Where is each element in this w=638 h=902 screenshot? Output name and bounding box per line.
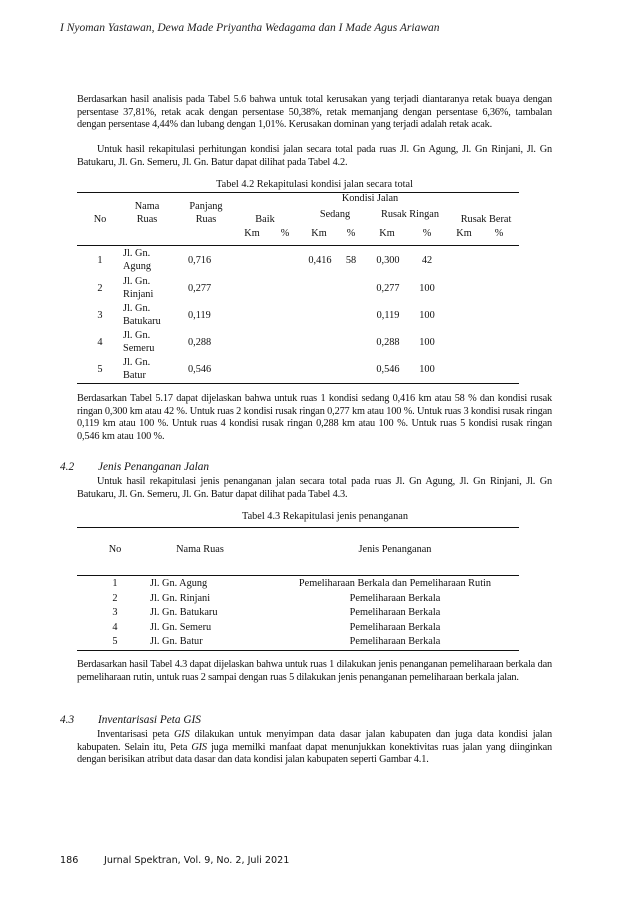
paragraph-table43-explanation: Berdasarkan hasil Tabel 4.3 dapat dijelaskan bahwa untuk ruas 1 dilakukan jenis penanganan pemeliharaan berkala dan pemeliharaan rutin, untuk ruas 2 sampai dengan ruas 5 dilakukan jenis penanganan pemeliharaan berkala jalan. (77, 659, 552, 683)
cell-no: 5 (112, 636, 118, 648)
header-ringan-km: Km (379, 228, 395, 239)
cell-panjang: 0,277 (188, 283, 212, 294)
section-title: Jenis Penanganan Jalan (98, 461, 210, 473)
cell-nama-ruas: Jl. Gn. Agung (150, 578, 208, 589)
header-sedang: Sedang (319, 209, 351, 220)
table-top-rule (77, 192, 519, 193)
cell-jenis-penanganan: Pemeliharaan Berkala dan Pemeliharaan Rutin (298, 578, 492, 589)
cell-no: 2 (97, 283, 103, 294)
cell-panjang: 0,546 (188, 364, 212, 375)
header-rusak-berat: Rusak Berat (460, 214, 512, 225)
cell-no: 5 (97, 364, 103, 375)
cell-no: 1 (112, 578, 118, 589)
header-no: No (93, 214, 107, 225)
header-nama-line2: Ruas (136, 214, 158, 225)
cell-nama-line1: Jl. Gn. (123, 330, 151, 341)
paragraph-crack-analysis: Berdasarkan hasil analisis pada Tabel 5.6 bahwa untuk total kerusakan yang terjadi diantaranya retak buaya dengan persentase 37,81%, retak acak dengan persentase 50,38%, retak memanjang dengan persentase 6,36%, tambalan dengan persentase 4,44% dan lubang dengan 1,01%. Kerusakan dominan yang terjadi adalah retak acak. (77, 94, 552, 131)
table-caption: Tabel 4.3 Rekapitulasi jenis penanganan (242, 511, 408, 522)
header-rusak-ringan: Rusak Ringan (380, 209, 440, 220)
cell-nama-line2: Batukaru (123, 315, 161, 327)
journal-citation: Jurnal Spektran, Vol. 9, No. 2, Juli 2021 (104, 855, 290, 866)
cell-jenis-penanganan: Pemeliharaan Berkala (349, 621, 441, 633)
cell-nama-line2: Batur (123, 369, 146, 381)
section-number: 4.2 (60, 461, 75, 473)
page-number: 186 (60, 855, 79, 866)
header-ringan-pct: % (422, 228, 432, 239)
header-berat-km: Km (456, 228, 472, 239)
cell-ringan-pct: 100 (419, 283, 435, 294)
cell-ringan-pct: 100 (419, 310, 435, 321)
text-run: juga memilki manfaat dapat menunjukkan konektivitas ruas jalan yang diinginkan dengan berisikan atribut data dasar dan data kondisi jalan kabupaten seperti Gambar 4.1. (77, 741, 552, 766)
cell-no: 2 (112, 592, 118, 604)
section-title: Inventarisasi Peta GIS (98, 714, 201, 726)
cell-ringan-km: 0,288 (376, 337, 400, 348)
page-footer (60, 855, 289, 866)
running-header: I Nyoman Yastawan, Dewa Made Priyantha Wedagama dan I Made Agus Ariawan (60, 22, 440, 34)
cell-jenis-penanganan: Pemeliharaan Berkala (349, 636, 441, 648)
cell-ringan-km: 0,300 (376, 255, 400, 266)
section-heading-4-2 (60, 461, 209, 473)
cell-no: 3 (112, 607, 118, 619)
paragraph-table43-intro: Untuk hasil rekapitulasi jenis penanganan jalan secara total pada ruas Jl. Gn Agung, Jl. Gn Rinjani, Jl. Gn Batukaru, Jl. Gn. Semeru, Jl. Gn. Batur dapat dilihat pada Tabel 4.3. (77, 476, 552, 500)
cell-ringan-pct: 100 (419, 337, 435, 348)
table-bottom-rule (77, 650, 519, 651)
text-run: dilakukan untuk menyimpan data dasar jalan kabupaten dan juga data kondisi jalan kabupaten. Selain itu, Peta (77, 729, 552, 753)
cell-sedang-km: 0,416 (308, 255, 332, 266)
header-baik-pct: % (280, 228, 290, 239)
cell-nama-line1: Jl. Gn. (123, 276, 151, 287)
cell-nama-line2: Rinjani (123, 288, 154, 300)
cell-ringan-pct: 100 (419, 364, 435, 375)
cell-ringan-km: 0,119 (376, 310, 400, 321)
cell-nama-line1: Jl. Gn. (123, 357, 151, 368)
cell-nama-ruas: Jl. Gn. Rinjani (150, 592, 211, 604)
header-sedang-km: Km (311, 228, 327, 239)
cell-no: 4 (97, 337, 103, 348)
cell-no: 3 (97, 310, 103, 321)
cell-no: 4 (112, 621, 118, 633)
cell-panjang: 0,716 (188, 255, 212, 266)
header-sedang-pct: % (346, 228, 356, 239)
header-baik-km: Km (244, 228, 260, 239)
gis-term: GIS (191, 741, 207, 753)
table-top-rule (77, 527, 519, 528)
header-panjang-line2: Ruas (195, 214, 217, 225)
cell-nama-line1: Jl. Gn. (123, 248, 151, 259)
header-jenis-penanganan: Jenis Penanganan (358, 544, 432, 555)
cell-jenis-penanganan: Pemeliharaan Berkala (349, 607, 441, 619)
cell-nama-line2: Agung (123, 260, 152, 272)
cell-nama-line1: Jl. Gn. (123, 303, 151, 314)
cell-nama-ruas: Jl. Gn. Batukaru (150, 607, 218, 619)
table-caption: Tabel 4.2 Rekapitulasi kondisi jalan secara total (216, 179, 413, 190)
table-header-rule (77, 575, 519, 576)
paragraph-table42-explanation: Berdasarkan Tabel 5.17 dapat dijelaskan bahwa untuk ruas 1 kondisi sedang 0,416 km atau 58 % dan kondisi rusak ringan 0,300 km atau 42 %. Untuk ruas 2 kondisi rusak ringan 0,277 km atau 100 %. Untuk ruas 3 kondisi rusak ringan 0,119 km atau 100 %. Untuk ruas 4 kondisi rusak ringan 0,288 km atau 100 %. Untuk ruas 5 kondisi rusak ringan 0,546 km atau 100 %. (77, 393, 552, 442)
text-run: Inventarisasi peta (97, 729, 175, 740)
cell-panjang: 0,119 (188, 310, 211, 321)
section-number: 4.3 (60, 714, 75, 726)
paragraph-gis-inventory (77, 729, 552, 767)
cell-ringan-km: 0,277 (376, 283, 400, 294)
header-panjang-line1: Panjang (189, 201, 223, 212)
header-nama-line1: Nama (134, 201, 160, 212)
cell-panjang: 0,288 (188, 337, 212, 348)
cell-no: 1 (97, 255, 103, 266)
cell-jenis-penanganan: Pemeliharaan Berkala (349, 592, 441, 604)
header-no: No (108, 544, 122, 555)
cell-ringan-km: 0,546 (376, 364, 400, 375)
cell-nama-line2: Semeru (123, 342, 155, 354)
header-kondisi-jalan: Kondisi Jalan (341, 193, 399, 204)
section-heading-4-3 (60, 714, 201, 726)
table-header-rule (77, 245, 519, 246)
header-baik: Baik (255, 214, 275, 225)
cell-sedang-pct: 58 (345, 255, 357, 266)
cell-nama-ruas: Jl. Gn. Batur (150, 636, 203, 648)
paragraph-table42-intro: Untuk hasil rekapitulasi perhitungan kondisi jalan secara total pada ruas Jl. Gn Agung, Jl. Gn Rinjani, Jl. Gn Batukaru, Jl. Gn. Semeru, Jl. Gn. Batur dapat dilihat pada Tabel 4.2. (77, 144, 552, 168)
cell-nama-ruas: Jl. Gn. Semeru (150, 621, 212, 633)
header-nama-ruas: Nama Ruas (176, 544, 224, 555)
gis-term: GIS (174, 729, 190, 740)
header-berat-pct: % (494, 228, 504, 239)
table-bottom-rule (77, 383, 519, 384)
cell-ringan-pct: 42 (421, 255, 433, 266)
